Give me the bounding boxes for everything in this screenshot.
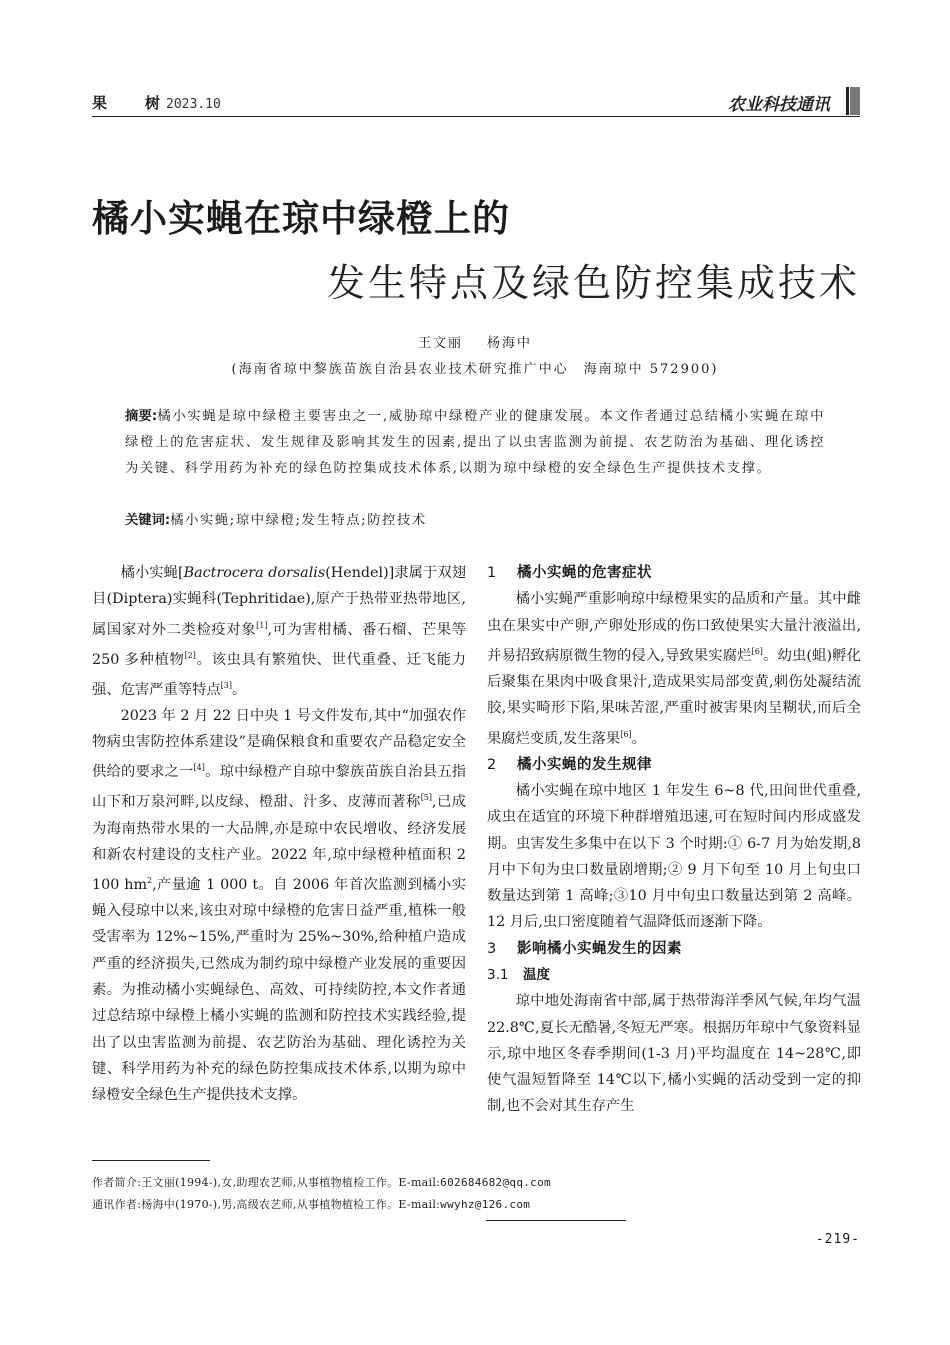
abstract — [125, 404, 825, 482]
citation-ref[interactable]: [6] — [751, 646, 763, 656]
citation-ref[interactable]: [6] — [620, 729, 632, 739]
keywords-text: 橘小实蝇;琼中绿橙;发生特点;防控技术 — [170, 513, 427, 528]
citation-ref[interactable]: [5] — [420, 793, 433, 803]
abstract-label: 摘要: — [125, 409, 158, 424]
keywords — [125, 508, 825, 534]
section-2-heading: 2 橘小实蝇的发生规律 — [487, 756, 652, 773]
title-line-2: 发生特点及绿色防控集成技术 — [326, 261, 860, 305]
affiliation: (海南省琼中黎族苗族自治县农业技术研究推广中心 海南琼中 572900) — [231, 362, 719, 377]
subsection-3-1-heading: 3.1 温度 — [487, 966, 550, 983]
section-1-text: 橘小实蝇严重影响琼中绿橙果实的品质和产量。其中雌虫在果实中产卵,产卵处形成的伤口致使果实大量汁液溢出,并易招致病原微生物的侵入,导致果实腐烂[6]。幼虫(蛆)孵化后聚集在果肉中吸食果汁,造成果实局部变黄,刺伤处凝结流胶,果实畸形下陷,果味苦涩,严重时被害果肉呈糊状,而后全果腐烂变质,发生落果[6]。 — [487, 591, 862, 747]
column-marker-bar — [846, 87, 860, 115]
author-2: 杨海中 — [487, 336, 533, 351]
citation-ref[interactable]: [3] — [220, 680, 233, 690]
journal-name: 果 树 2023.10 — [92, 94, 221, 112]
email-link[interactable]: 602684682@qq.com — [440, 1176, 551, 1189]
intro-paragraph-1: 橘小实蝇[Bactrocera dorsalis(Hendel)]隶属于双翅目(Diptera)实蝇科(Tephritidae),原产于热带亚热带地区,属国家对外二类检疫对象[1],可为害柑橘、番石榴、芒果等 250 多种植物[2]。该虫具有繁殖快、世代重叠、迁飞能力强、危害严重等特点[3]。 — [92, 565, 467, 698]
intro-paragraph-2: 2023 年 2 月 22 日中央 1 号文件发布,其中“加强农作物病虫害防控体系建设”是确保粮食和重要农产品稳定安全供给的要求之一[4]。琼中绿橙产自琼中黎族苗族自治县五指山下和万泉河畔,以皮绿、橙甜、汁多、皮薄而著称[5],已成为海南热带水果的一大品牌,亦是琼中农民增收、经济发展和新农村建设的支柱产业。2022 年,琼中绿橙种植面积 2 100 $hm^2$,产量逾 1 000 t。自 2006 年首次监测到橘小实蝇入侵琼中以来,该虫对琼中绿橙的危害日益严重,植株一般受害率为 12%~15%,严重时为 25%~30%,给种植户造成严重的经济损失,已然成为制约琼中绿橙产业发展的重要因素。为推动橘小实蝇绿色、高效、可持续防控,本文作者通过总结琼中绿橙上橘小实蝇的监测和防控技术实践经验,提出了以虫害监测为前提、农艺防治为基础、理化诱控为关键、科学用药为补充的绿色防控集成技术体系,以期为琼中绿橙安全绿色生产提供技术支撑。 — [92, 707, 467, 1104]
footnote-rule — [92, 1160, 210, 1161]
section-2-text: 橘小实蝇在琼中地区 1 年发生 6~8 代,田间世代重叠,成虫在适宜的环境下种群增殖迅速,可在短时间内形成盛发期。虫害发生多集中在以下 3 个时期:① 6-7 月为始发期,8 月中下旬为虫口数量剧增期;② 9 月下旬至 10 月上旬虫口数量达到第 1 高峰;③10 月中旬虫口数量达到第 2 高峰。12 月后,虫口密度随着气温降低而逐渐下降。 — [487, 782, 861, 931]
body-column-left — [92, 560, 466, 1109]
body-column-right — [487, 560, 861, 1120]
email-link[interactable]: wwyhz@126.com — [440, 1198, 531, 1211]
page-number: -219- — [815, 1232, 860, 1247]
footnotes — [92, 1172, 860, 1216]
citation-ref[interactable]: [1] — [256, 620, 268, 630]
column-name: 农业科技通讯 — [728, 95, 830, 115]
header-rule — [92, 116, 860, 117]
footnote-underline — [486, 1220, 626, 1221]
issue-number: 2023.10 — [166, 97, 221, 112]
citation-ref[interactable]: [4] — [193, 763, 205, 773]
authors — [0, 332, 950, 351]
latin-name: Bactrocera dorsalis — [183, 565, 326, 581]
superscript: 2 — [147, 876, 153, 886]
abstract-text: 橘小实蝇是琼中绿橙主要害虫之一,威胁琼中绿橙产业的健康发展。本文作者通过总结橘小实蝇在琼中绿橙上的危害症状、发生规律及影响其发生的因素,提出了以虫害监测为前提、农艺防治为基础、理化诱控为关键、科学用药为补充的绿色防控集成技术体系,以期为琼中绿橙的安全绿色生产提供技术支撑。 — [125, 409, 825, 476]
section-1-heading: 1 橘小实蝇的危害症状 — [487, 565, 652, 581]
author-1: 王文丽 — [417, 336, 463, 351]
footnote-author-1: 作者简介:王文丽(1994-),女,助理农艺师,从事植物植检工作。E-mail:602684682@qq.com — [92, 1176, 551, 1189]
section-3-heading: 3 影响橘小实蝇发生的因素 — [487, 940, 682, 957]
subsection-3-1-text: 琼中地处海南省中部,属于热带海洋季风气候,年均气温 22.8℃,夏长无酷暑,冬短无严寒。根据历年琼中气象资料显示,琼中地区冬春季期间(1-3 月)平均温度在 14~28℃,即使气温短暂降至 14℃以下,橘小实蝇的活动受到一定的抑制,也不会对其生存产生 — [487, 993, 861, 1115]
keywords-label: 关键词: — [125, 513, 171, 528]
citation-ref[interactable]: [2] — [184, 650, 196, 660]
title-line-1: 橘小实蝇在琼中绿橙上的 — [92, 197, 510, 240]
footnote-author-2: 通讯作者:杨海中(1970-),男,高级农艺师,从事植物植检工作。E-mail:wwyhz@126.com — [92, 1198, 531, 1211]
